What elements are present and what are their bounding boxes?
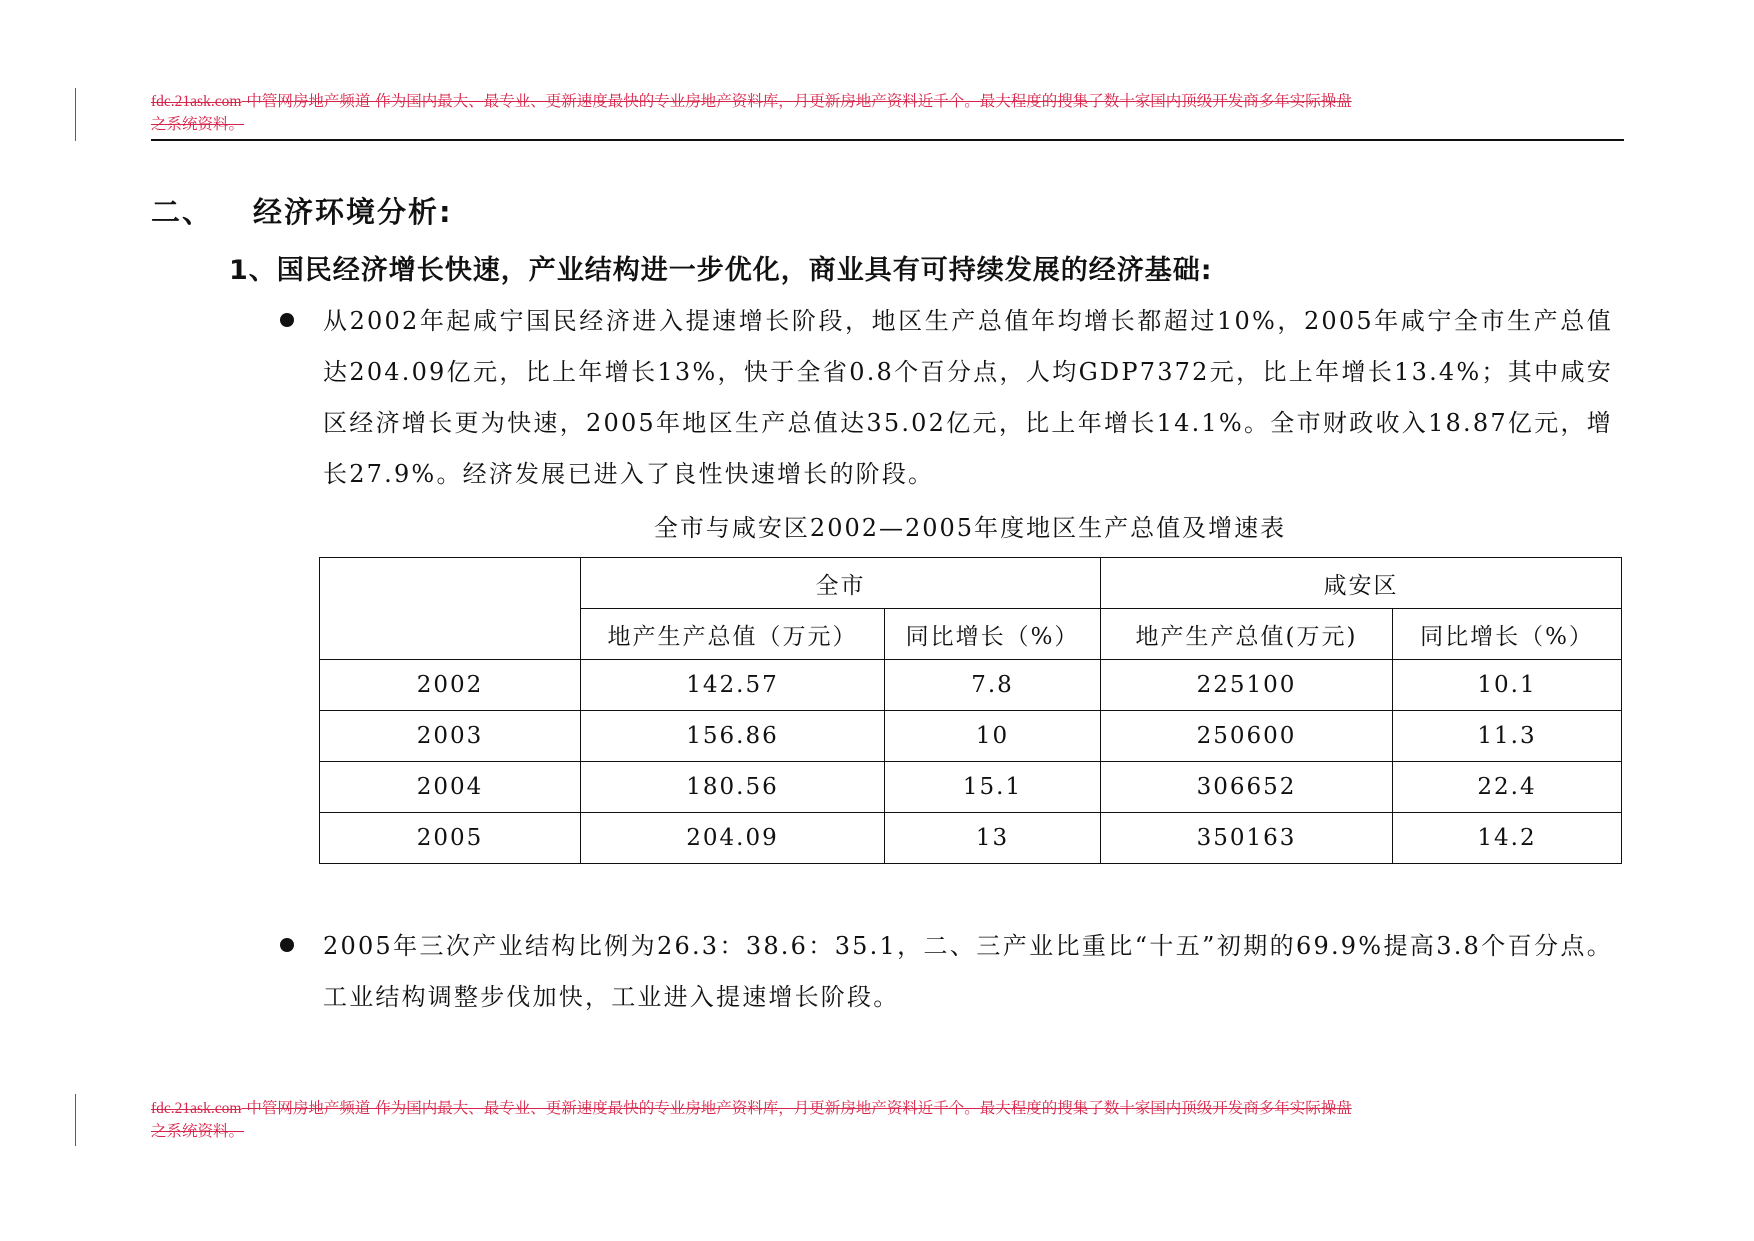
table-row — [320, 660, 1622, 711]
table-cell: 10 — [885, 711, 1101, 762]
table-row — [320, 813, 1622, 864]
footer-site-link[interactable]: fdc.21ask.com — [151, 1100, 242, 1117]
footer-line2: 之系统资料。 — [151, 1122, 245, 1140]
sub-header-xianan-gdp: 地产生产总值(万元) — [1101, 609, 1393, 660]
header-line1: 中管网房地产频道 作为国内最大、最专业、更新速度最快的专业房地产资料库，月更新房地产资料近千个。最大程度的搜集了数十家国内顶级开发商多年实际操盘 — [246, 92, 1352, 110]
table-caption: 全市与咸安区2002—2005年度地区生产总值及增速表 — [653, 514, 1287, 542]
table-cell: 7.8 — [885, 660, 1101, 711]
section-title-text: 经济环境分析: — [253, 195, 453, 229]
table-cell-year: 2002 — [320, 660, 581, 711]
header-site-link[interactable]: fdc.21ask.com — [151, 93, 242, 110]
table-cell: 11.3 — [1393, 711, 1622, 762]
table-cell: 250600 — [1101, 711, 1393, 762]
sub-header-xianan-growth: 同比增长（%） — [1393, 609, 1622, 660]
table-cell: 204.09 — [581, 813, 885, 864]
table-cell: 142.57 — [581, 660, 885, 711]
table-group-header-row — [320, 558, 1622, 609]
header-line2: 之系统资料。 — [151, 115, 245, 133]
table-cell: 10.1 — [1393, 660, 1622, 711]
header-margin-bar — [75, 88, 76, 141]
table-cell: 156.86 — [581, 711, 885, 762]
subsection-title: 1、国民经济增长快速，产业结构进一步优化，商业具有可持续发展的经济基础: — [229, 255, 1213, 286]
table-cell: 14.2 — [1393, 813, 1622, 864]
footer-line1: 中管网房地产频道 作为国内最大、最专业、更新速度最快的专业房地产资料库，月更新房地产资料近千个。最大程度的搜集了数十家国内顶级开发商多年实际操盘 — [246, 1099, 1352, 1117]
table-cell-year: 2004 — [320, 762, 581, 813]
paragraph-1: 从2002年起咸宁国民经济进入提速增长阶段，地区生产总值年均增长都超过10%，2005年咸宁全市生产总值达204.09亿元，比上年增长13%，快于全省0.8个百分点，人均GDP7372元，比上年增长13.4%；其中咸安区经济增长更为快速，2005年地区生产总值达35.02亿元，比上年增长14.1%。全市财政收入18.87亿元，增长27.9%。经济发展已进入了良性快速增长的阶段。 — [323, 307, 1613, 488]
header-rule — [151, 139, 1624, 141]
table-cell: 13 — [885, 813, 1101, 864]
table-cell: 22.4 — [1393, 762, 1622, 813]
sub-header-city-growth: 同比增长（%） — [885, 609, 1101, 660]
group-header-city: 全市 — [581, 558, 1101, 609]
table-row — [320, 762, 1622, 813]
section-title — [151, 190, 453, 231]
bullet-2 — [280, 938, 294, 952]
table-cell: 180.56 — [581, 762, 885, 813]
table-cell: 225100 — [1101, 660, 1393, 711]
table-cell: 350163 — [1101, 813, 1393, 864]
footer-margin-bar — [75, 1094, 76, 1146]
bullet-1 — [280, 313, 294, 327]
table-cell-year: 2003 — [320, 711, 581, 762]
footer-text — [151, 1097, 1621, 1142]
table-cell: 306652 — [1101, 762, 1393, 813]
table-cell-year: 2005 — [320, 813, 581, 864]
paragraph-2: 2005年三次产业结构比例为26.3：38.6：35.1，二、三产业比重比“十五”初期的69.9%提高3.8个百分点。工业结构调整步伐加快，工业进入提速增长阶段。 — [323, 932, 1613, 1011]
table-row — [320, 711, 1622, 762]
section-number: 二、 — [151, 195, 214, 229]
table-cell: 15.1 — [885, 762, 1101, 813]
gdp-table — [319, 557, 1622, 864]
group-header-xianan: 咸安区 — [1101, 558, 1622, 609]
header-text — [151, 90, 1621, 135]
table-corner-cell — [320, 558, 581, 660]
sub-header-city-gdp: 地产生产总值（万元） — [581, 609, 885, 660]
